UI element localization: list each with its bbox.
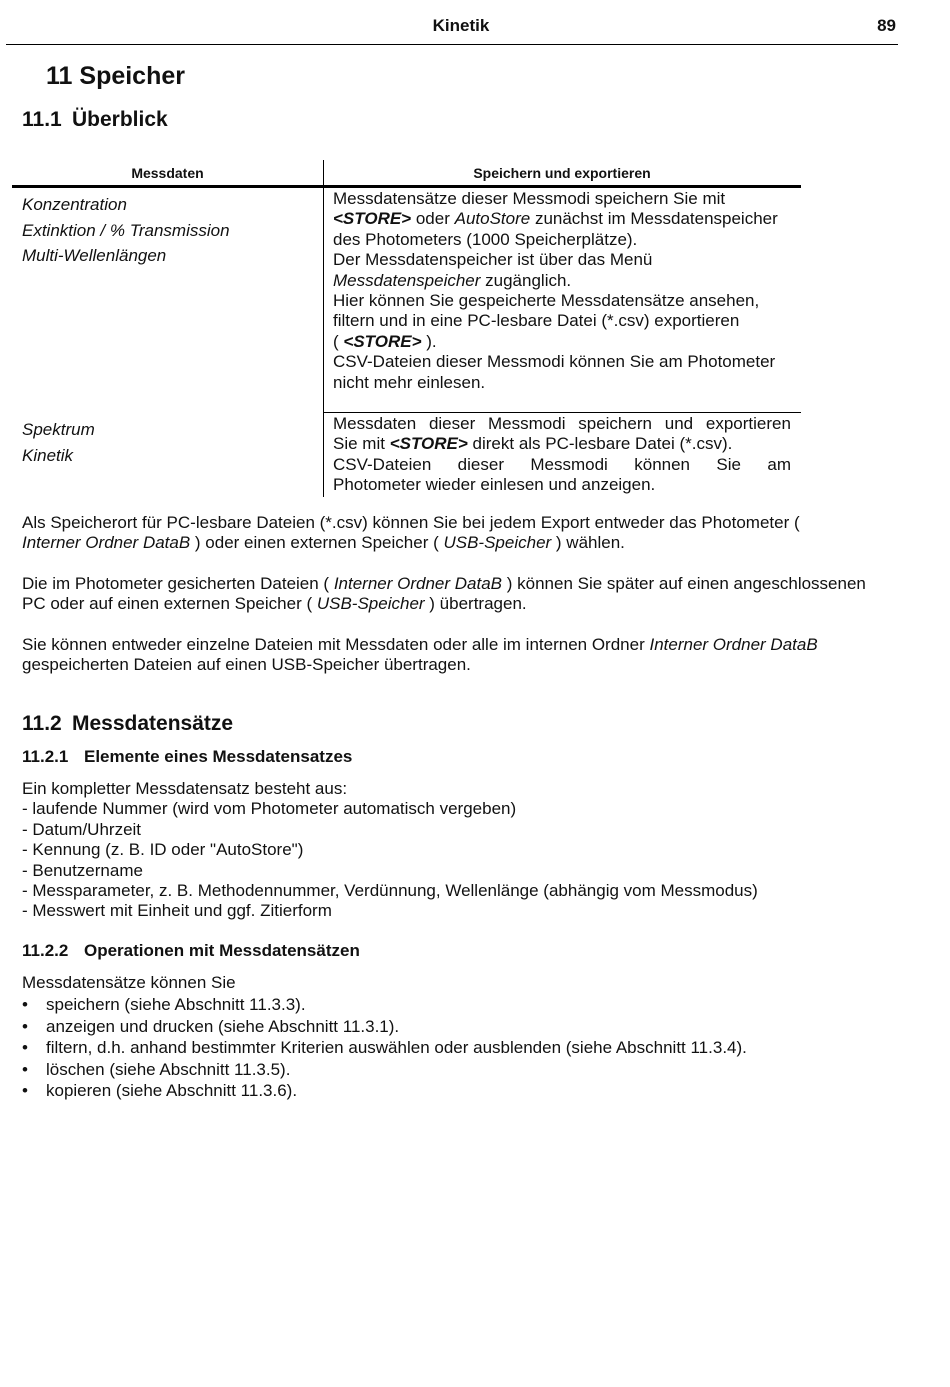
paragraph-speicherort: Als Speicherort für PC-lesbare Dateien (*.csv) können Sie bei jedem Export entweder das Photometer ( Interner Ordner DataB ) oder einen externen Speicher ( USB-Speicher ) wählen. [22, 513, 800, 553]
justified-line: CSV-Dateien dieser Messmodi können Sie am [333, 454, 791, 474]
list-line: - Benutzername [22, 860, 143, 880]
chapter-title [46, 62, 185, 91]
bullet-icon: • [22, 1038, 28, 1058]
mode-item: Spektrum [22, 420, 95, 439]
bullet-icon: • [22, 995, 28, 1014]
justified-line: Messdaten dieser Messmodi speichern und exportieren [333, 414, 791, 433]
row1-description: Messdatensätze dieser Messmodi speichern Sie mit <STORE> oder AutoStore zunächst im Messdatenspeicher des Photometers (1000 Speicherplätze). Der Messdatenspeicher ist über das Menü Messdatenspeicher zugänglich. Hier können Sie gespeicherte Messdatensätze ansehen, filtern und in eine PC-lesbare Datei (*.csv) exportieren ( <STORE> ). CSV-Dateien dieser Messmodi können Sie am Photometer nicht mehr einlesen. [333, 189, 778, 392]
store-key: <STORE> [389, 434, 468, 454]
operations-list [22, 994, 882, 1102]
paragraph-dateien: Die im Photometer gesicherten Dateien ( Interner Ordner DataB ) können Sie später auf einen angeschlossenen PC oder auf einen externen Speicher ( USB-Speicher ) übertragen. [22, 574, 866, 614]
header-rule-thick [12, 185, 801, 188]
page-number: 89 [877, 16, 896, 35]
operations-intro: Messdatensätze können Sie [22, 973, 236, 992]
chapter-name: Speicher [79, 62, 185, 90]
row-separator [323, 412, 801, 413]
overview-table [12, 160, 802, 497]
row1-modes [22, 192, 230, 269]
list-item: • speichern (siehe Abschnitt 11.3.3). [22, 995, 306, 1014]
subsection-name: Elemente eines Messdatensatzes [84, 747, 353, 766]
list-line: - Messparameter, z. B. Methodennummer, Verdünnung, Wellenlänge (abhängig vom Messmodus) [22, 881, 758, 901]
bullet-icon: • [22, 1059, 28, 1079]
column-header-speichern: Speichern und exportieren [473, 165, 651, 181]
subsection-number: 11.2.1 [22, 747, 69, 766]
chapter-number: 11 [46, 62, 73, 90]
row2-modes [22, 417, 95, 468]
bullet-icon: • [22, 1081, 28, 1101]
section-title-11-2 [22, 712, 233, 736]
list-item: • filtern, d.h. anhand bestimmter Kriterien auswählen oder ausblenden (siehe Abschnitt 11.3.4). [22, 1038, 747, 1058]
autostore-term: AutoStore [454, 209, 531, 229]
store-key: <STORE> [333, 209, 412, 229]
bullet-icon: • [22, 1016, 28, 1036]
mode-item: Kinetik [22, 445, 74, 465]
list-item: • löschen (siehe Abschnitt 11.3.5). [22, 1059, 291, 1079]
mode-item: Konzentration [22, 195, 127, 214]
list-line: - Kennung (z. B. ID oder "AutoStore") [22, 840, 304, 860]
store-key: <STORE> [343, 331, 422, 351]
section-name: Überblick [72, 108, 168, 131]
paragraph-uebertragen: Sie können entweder einzelne Dateien mit Messdaten oder alle im internen Ordner Interner Ordner DataB gespeicherten Dateien auf einen USB-Speicher übertragen. [22, 635, 818, 675]
list-line: - Messwert mit Einheit und ggf. Zitierform [22, 901, 332, 921]
running-title: Kinetik [432, 16, 490, 35]
mode-item: Multi-Wellenlängen [22, 246, 167, 265]
column-divider [323, 160, 324, 497]
subsection-name: Operationen mit Messdatensätzen [84, 941, 360, 960]
list-item: • anzeigen und drucken (siehe Abschnitt 11.3.1). [22, 1016, 400, 1036]
menu-name: Messdatenspeicher [333, 270, 481, 290]
list-line: Ein kompletter Messdatensatz besteht aus: [22, 779, 348, 798]
list-item: • kopieren (siehe Abschnitt 11.3.6). [22, 1081, 298, 1101]
section-name: Messdatensätze [72, 712, 234, 735]
list-line: - Datum/Uhrzeit [22, 819, 142, 839]
subsection-number: 11.2.2 [22, 941, 69, 960]
subsection-title-11-2-2 [22, 941, 360, 961]
column-header-messdaten: Messdaten [131, 165, 204, 181]
section-title-11-1 [22, 108, 168, 132]
mode-item: Extinktion / % Transmission [22, 220, 230, 240]
section-number: 11.2 [22, 712, 62, 735]
row2-description: Messdaten dieser Messmodi speichern und exportieren Sie mit <STORE> direkt als PC-lesbare Datei (*.csv). CSV-Dateien dieser Messmodi können Sie am Photometer wieder einlesen und anzeigen. [333, 414, 791, 495]
section-number: 11.1 [22, 108, 62, 131]
record-elements-list [22, 779, 882, 922]
list-line: - laufende Nummer (wird vom Photometer automatisch vergeben) [22, 799, 517, 819]
subsection-title-11-2-1 [22, 747, 352, 767]
